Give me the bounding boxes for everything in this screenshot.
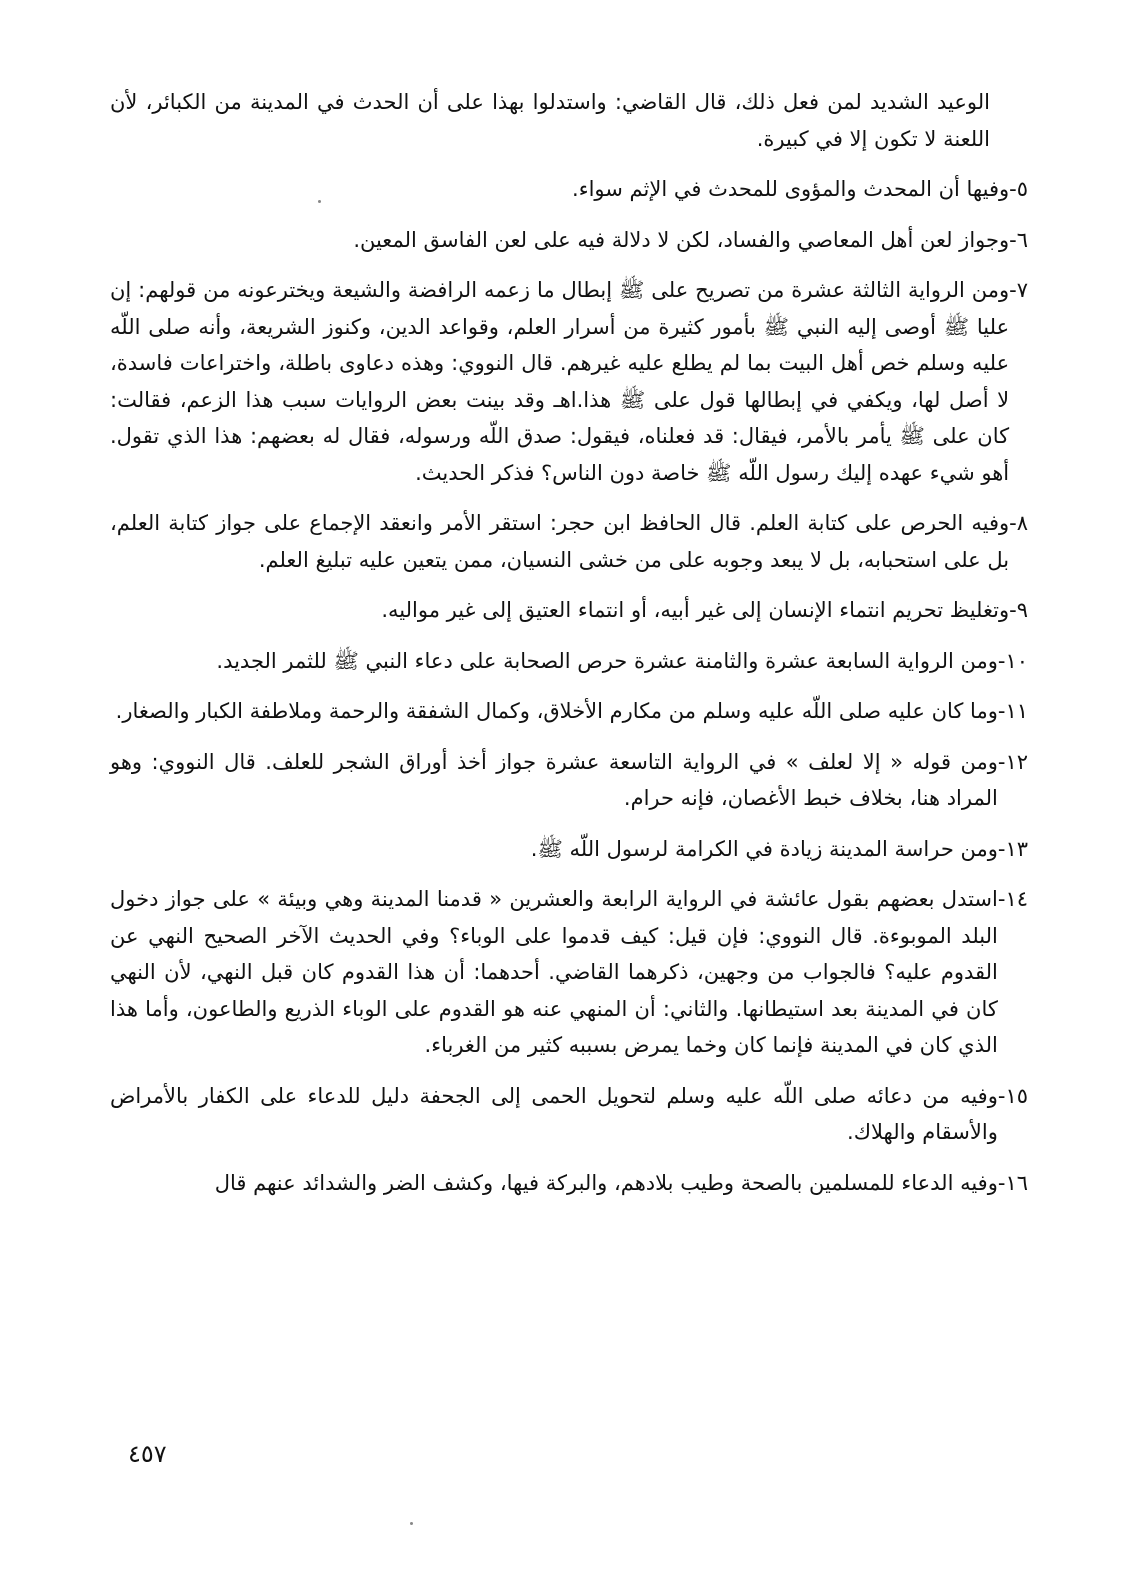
continuation-paragraph: الوعيد الشديد لمن فعل ذلك، قال القاضي: واستدلوا بهذا على أن الحدث في المدينة من الكبائر، لأن اللعنة لا تكون إلا في كبيرة. [110, 90, 990, 151]
item-number: ١١- [997, 699, 1028, 723]
page-body [110, 84, 1028, 1215]
item-text: ومن الرواية الثالثة عشرة من تصريح على ﷺ إبطال ما زعمه الرافضة والشيعة ويخترعونه من قولهم: إن عليا ﷺ أوصى إليه النبي ﷺ بأمور كثيرة من أسرار العلم، وقواعد الدين، وكنوز الشريعة، وأنه صلى اللّه عليه وسلم خص أهل البيت بما لم يطلع عليه غيرهم. قال النووي: وهذه دعاوى باطلة، واختراعات فاسدة، لا أصل لها، ويكفي في إبطالها قول على ﷺ هذا.اهـ وقد بينت بعض الروايات سبب هذا الزعم، فقالت: كان على ﷺ يأمر بالأمر، فيقال: قد فعلناه، فيقول: صدق اللّه ورسوله، فقال له بعضهم: هذا الذي تقول. أهو شيء عهده إليك رسول اللّه ﷺ خاصة دون الناس؟ فذكر الحديث. [110, 278, 1010, 485]
list-item [110, 592, 1028, 629]
list-item [110, 831, 1028, 868]
item-text: وفيها أن المحدث والمؤوى للمحدث في الإثم سواء. [572, 177, 1010, 201]
item-number: ١٣- [997, 836, 1028, 861]
item-number: ٧- [1009, 278, 1028, 302]
list-item [110, 881, 1028, 1064]
list-item [110, 171, 1028, 208]
list-item [110, 643, 1028, 680]
item-text: وفيه الحرص على كتابة العلم. قال الحافظ ابن حجر: استقر الأمر وانعقد الإجماع على جواز كتابة العلم، بل على استحبابه، بل لا يبعد وجوبه على من خشى النسيان، ممن يتعين عليه تبليغ العلم. [110, 511, 1010, 572]
item-number: ٩- [1009, 598, 1028, 622]
page-number: ٤٥٧ [128, 1440, 167, 1468]
list-item [110, 1165, 1028, 1202]
item-number: ٥- [1009, 177, 1028, 201]
item-number: ١٥- [997, 1083, 1028, 1108]
item-text: وما كان عليه صلى اللّه عليه وسلم من مكارم الأخلاق، وكمال الشفقة والرحمة وملاطفة الكبار والصغار. [115, 699, 998, 723]
item-text: وتغليظ تحريم انتماء الإنسان إلى غير أبيه، أو انتماء العتيق إلى غير مواليه. [381, 598, 1010, 622]
list-item [110, 505, 1028, 578]
item-text: استدل بعضهم بقول عائشة في الرواية الرابعة والعشرين « قدمنا المدينة وهي وبيئة » على جواز دخول البلد الموبوءة. قال النووي: فإن قيل: كيف قدموا على الوباء؟ وفي الحديث الآخر الصحيح النهي عن القدوم عليه؟ فالجواب من وجهين، ذكرهما القاضي. أحدهما: أن هذا القدوم كان قبل النهي، لأن النهي كان في المدينة بعد استيطانها. والثاني: أن المنهي عنه هو القدوم على الوباء الذريع والطاعون، وأما هذا الذي كان في المدينة فإنما كان وخما يمرض بسببه كثير من الغرباء. [110, 887, 998, 1057]
item-text: ومن الرواية السابعة عشرة والثامنة عشرة حرص الصحابة على دعاء النبي ﷺ للثمر الجديد. [216, 648, 998, 673]
item-text: وفيه من دعائه صلى اللّه عليه وسلم لتحويل الحمى إلى الجحفة دليل للدعاء على الكفار بالأمراض والأسقام والهلاك. [110, 1083, 998, 1144]
item-number: ١٤- [997, 887, 1028, 911]
item-number: ٨- [1009, 511, 1028, 535]
list-item [110, 744, 1028, 817]
item-number: ١٠- [997, 648, 1028, 673]
list-item [110, 272, 1028, 491]
item-text: وجواز لعن أهل المعاصي والفساد، لكن لا دلالة فيه على لعن الفاسق المعين. [353, 227, 1010, 252]
scan-speck [318, 200, 321, 203]
item-text: ومن حراسة المدينة زيادة في الكرامة لرسول اللّه ﷺ. [530, 836, 998, 861]
list-item [110, 693, 1028, 730]
item-text: وفيه الدعاء للمسلمين بالصحة وطيب بلادهم، والبركة فيها، وكشف الضر والشدائد عنهم قال [214, 1170, 998, 1195]
item-number: ٦- [1009, 227, 1028, 252]
item-text: ومن قوله « إلا لعلف » في الرواية التاسعة عشرة جواز أخذ أوراق الشجر للعلف. قال النووي: وهو المراد هنا، بخلاف خبط الأغصان، فإنه حرام. [110, 749, 998, 810]
item-number: ١٢- [997, 749, 1028, 774]
list-item [110, 222, 1028, 259]
item-number: ١٦- [997, 1170, 1028, 1195]
scan-speck [410, 1522, 413, 1525]
list-item [110, 1078, 1028, 1151]
